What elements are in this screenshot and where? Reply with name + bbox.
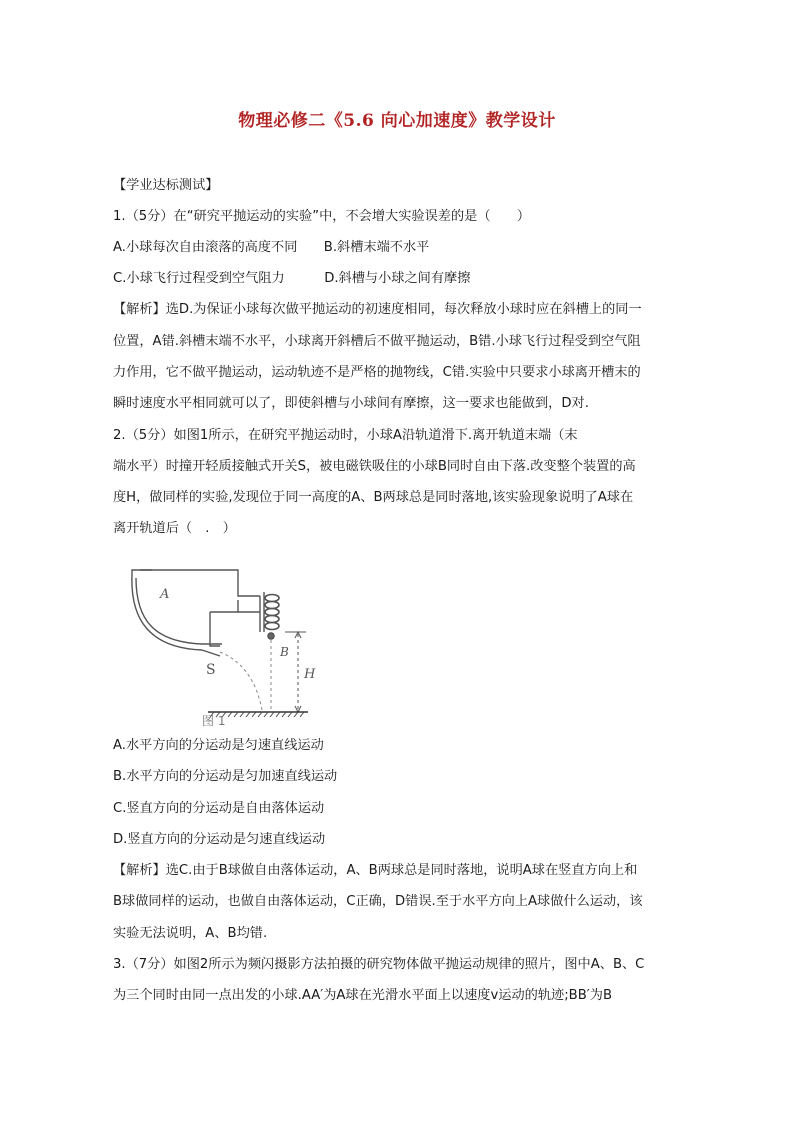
- figure-label-h: H: [304, 667, 316, 682]
- figure-label-b: B: [280, 645, 289, 659]
- figure-label-s: S: [206, 662, 216, 678]
- q1-stem: 1.（5分）在“研究平抛运动的实验”中，不会增大实验误差的是（ ）: [113, 209, 531, 224]
- q2-stem-line: 端水平）时撞开轻质接触式开关S，被电磁铁吸住的小球B同时自由下落.改变整个装置的高: [113, 459, 636, 474]
- q2-option: A.水平方向的分运动是匀速直线运动: [113, 738, 324, 753]
- q2-stem-line: 离开轨道后（ . ）: [113, 521, 236, 536]
- figure-caption: 图 1: [202, 714, 226, 728]
- q2-analysis-line: 实验无法说明，A、B均错.: [113, 926, 268, 941]
- q3-stem-line: 为三个同时由同一点出发的小球.AA′为A球在光滑水平面上以速度v运动的轨迹;BB′为B: [113, 988, 612, 1003]
- q2-stem-line: 2.（5分）如图1所示，在研究平抛运动时，小球A沿轨道滑下.离开轨道末端（末: [113, 428, 578, 443]
- q2-option: B.水平方向的分运动是匀加速直线运动: [113, 769, 338, 784]
- q2-stem-line: 度H，做同样的实验,发现位于同一高度的A、B两球总是同时落地,该实验现象说明了A球在: [113, 490, 634, 505]
- document-title: 物理必修二《5.6 向心加速度》教学设计: [238, 111, 556, 131]
- figure-label-a: A: [160, 587, 170, 602]
- section-heading: 【学业达标测试】: [113, 178, 219, 193]
- q2-option: D.竖直方向的分运动是匀速直线运动: [113, 832, 326, 847]
- q1-analysis-line: 力作用，它不做平抛运动，运动轨迹不是严格的抛物线，C错.实验中只要求小球离开槽末的: [113, 365, 641, 380]
- q1-analysis-line: 瞬时速度水平相同就可以了，即使斜槽与小球间有摩擦，这一要求也能做到，D对.: [113, 396, 589, 411]
- figure-1-apparatus: [120, 560, 320, 728]
- q1-analysis-line: 位置，A错.斜槽末端不水平，小球离开斜槽后不做平抛运动，B错.小球飞行过程受到空气阻: [113, 334, 641, 349]
- q2-analysis-line: 【解析】选C.由于B球做自由落体运动，A、B两球总是同时落地，说明A球在竖直方向上和: [113, 863, 638, 878]
- q1-options-row2: C.小球飞行过程受到空气阻力 D.斜槽与小球之间有摩擦: [113, 271, 471, 286]
- q3-stem-line: 3.（7分）如图2所示为频闪摄影方法拍摄的研究物体做平抛运动规律的照片，图中A、B、C: [113, 957, 645, 972]
- q1-options-row1: A.小球每次自由滚落的高度不同 B.斜槽末端不水平: [113, 240, 430, 255]
- q2-option: C.竖直方向的分运动是自由落体运动: [113, 801, 325, 816]
- q1-analysis-line: 【解析】选D.为保证小球每次做平抛运动的初速度相同，每次释放小球时应在斜槽上的同一: [113, 302, 642, 317]
- q2-analysis-line: B球做同样的运动，也做自由落体运动，C正确，D错误.至于水平方向上A球做什么运动，该: [113, 894, 643, 909]
